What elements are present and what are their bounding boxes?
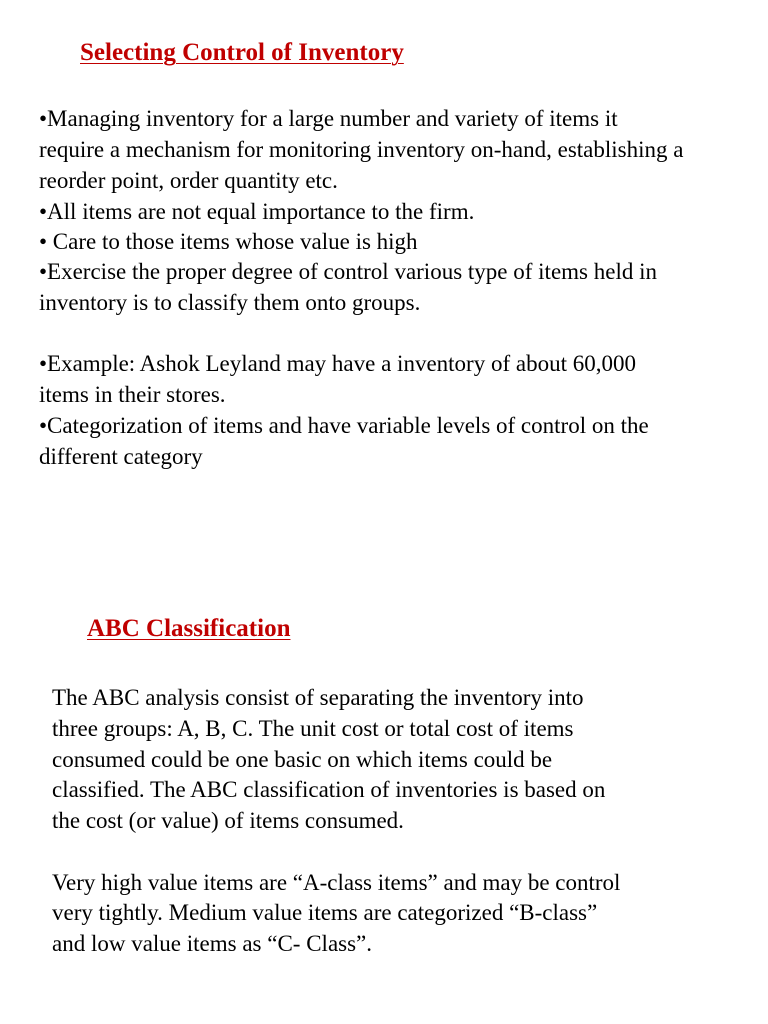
section-title-selecting-control: Selecting Control of Inventory	[80, 39, 404, 66]
body-line: very tightly. Medium value items are categorized “B-class”	[52, 900, 598, 925]
body-line: •Example: Ashok Leyland may have a inventory of about 60,000	[39, 351, 636, 376]
body-line: •Exercise the proper degree of control various type of items held in	[39, 259, 657, 284]
body-line: Very high value items are “A-class items” and may be control	[52, 870, 621, 895]
body-line: the cost (or value) of items consumed.	[52, 808, 404, 833]
body-line: three groups: A, B, C. The unit cost or total cost of items	[52, 716, 574, 741]
body-line: consumed could be one basic on which items could be	[52, 747, 553, 772]
body-line: classified. The ABC classification of inventories is based on	[52, 777, 606, 802]
body-line: •Categorization of items and have variable levels of control on the	[39, 413, 649, 438]
body-line: •Managing inventory for a large number and variety of items it	[39, 106, 618, 131]
body-line: and low value items as “C- Class”.	[52, 931, 373, 956]
body-line: reorder point, order quantity etc.	[39, 168, 338, 193]
body-line: •All items are not equal importance to the firm.	[39, 199, 475, 224]
body-line: require a mechanism for monitoring inventory on-hand, establishing a	[39, 137, 684, 162]
body-line: items in their stores.	[39, 382, 226, 407]
body-line: different category	[39, 444, 203, 469]
body-line: • Care to those items whose value is high	[39, 229, 418, 254]
section-title-abc-classification: ABC Classification	[87, 615, 291, 642]
body-line: The ABC analysis consist of separating the inventory into	[52, 685, 584, 710]
body-line: inventory is to classify them onto groups.	[39, 290, 421, 315]
